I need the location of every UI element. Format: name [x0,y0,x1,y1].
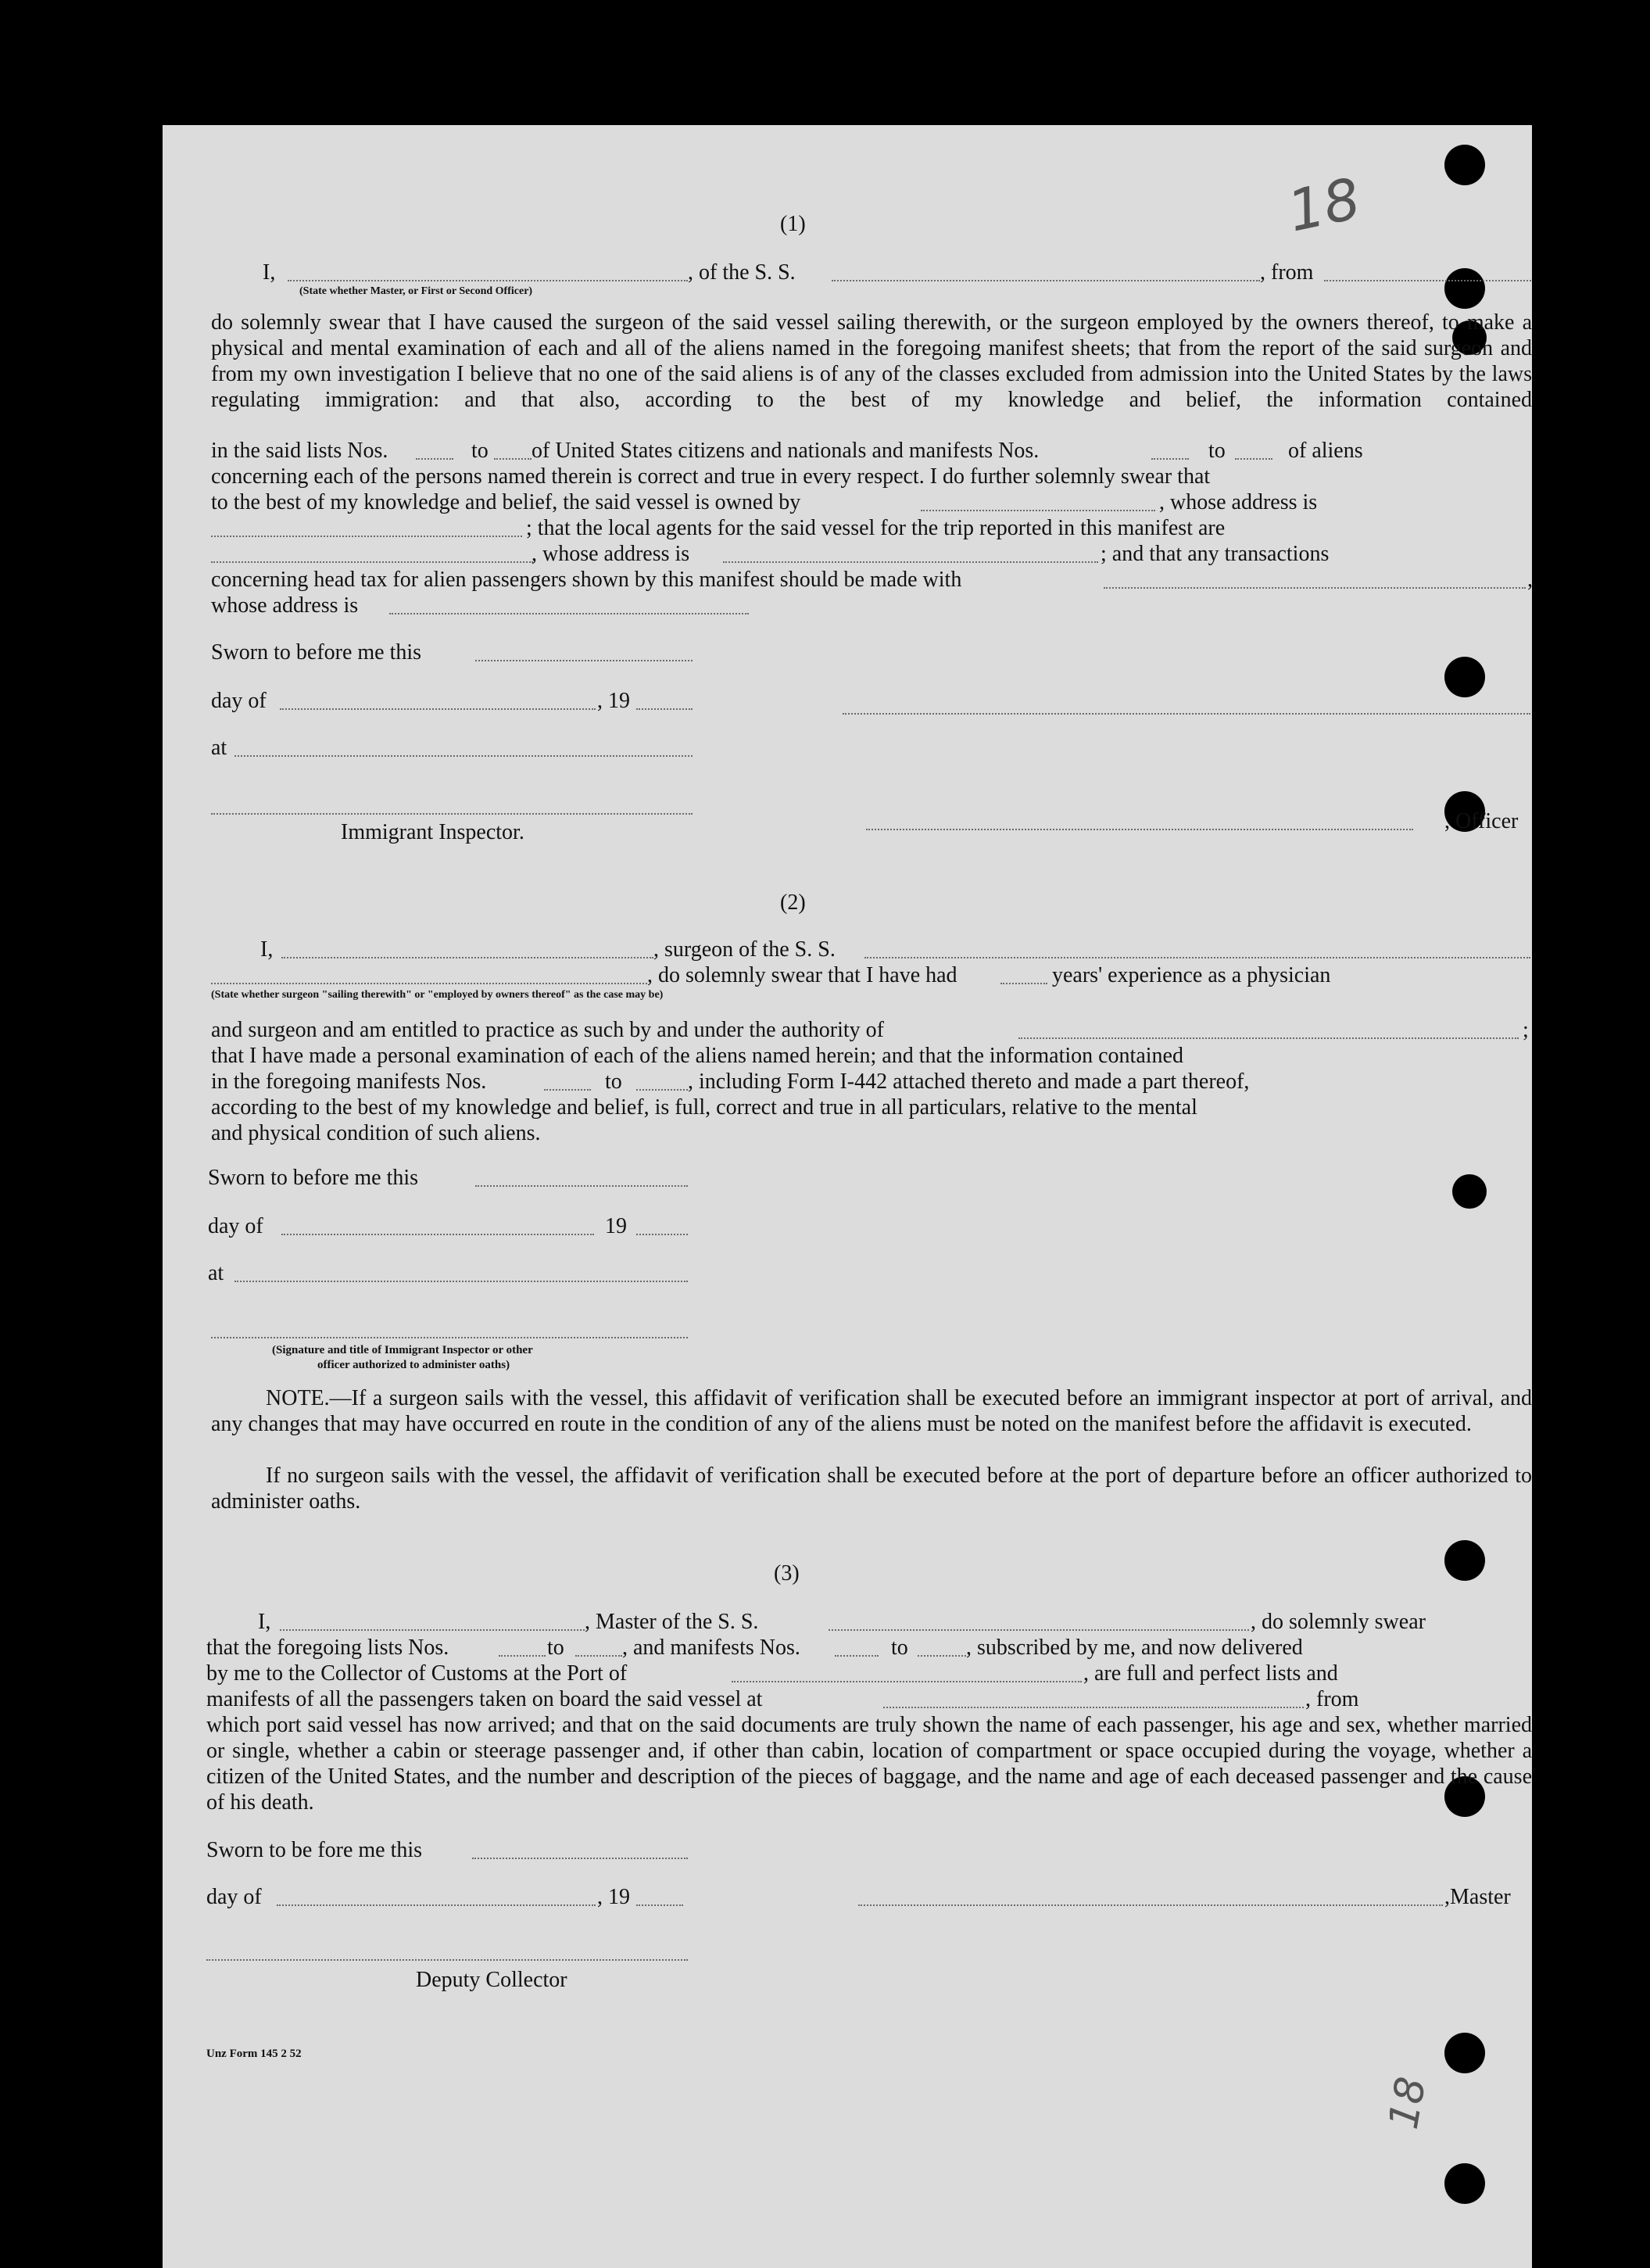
manifests-label-3: , and manifests Nos. [622,1636,800,1660]
surgeon-caption: (State whether surgeon "sailing therewith" or "employed by owners thereof" as the case may be) [211,989,664,1001]
sworn-label-2: Sworn to before me this [208,1166,419,1190]
examination-line: that I have made a personal examination of each of the aliens named herein; and that the information contained [211,1044,1183,1068]
day-field[interactable] [280,708,596,710]
manifests-to-field[interactable] [1235,458,1272,460]
section-3-body: which port said vessel has now arrived; and that on the said documents are truly shown the name of each passenger, his age and sex, whether married or single, whether a cabin or steerage passenger and, if other than cabin, location of compartment or space occupied during the voyage, whether a citizen of the United States, and the number and description of the pieces of baggage, and the name and age of each deceased passenger and the cause of his death. [206,1713,1532,1815]
at-label-2: at [208,1261,224,1285]
inspector-signature-field-2[interactable] [211,1337,688,1338]
lists-to-field-3[interactable] [575,1655,622,1657]
owner-address-field[interactable] [211,536,522,537]
note-paragraph-2: If no surgeon sails with the vessel, the affidavit of verification shall be executed before at the port of departure before an officer authorized to administer oaths. [211,1464,1532,1514]
signature-caption-1: (Signature and title of Immigrant Inspector or other [272,1344,533,1356]
sworn-field-3[interactable] [472,1858,688,1859]
day-of-label: day of [211,689,267,713]
surgeon-status-field[interactable] [211,983,647,984]
from-port-field[interactable] [1324,280,1531,281]
year-label: , 19 [597,689,630,713]
year-field-2[interactable] [636,1234,688,1235]
local-agents-field[interactable] [211,561,533,563]
taken-on-board-label: manifests of all the passengers taken on board the said vessel at [206,1687,763,1711]
manifests-to-field[interactable] [636,1089,688,1091]
manifests-from-field[interactable] [544,1089,591,1091]
year-field[interactable] [636,708,693,710]
master-label: ,Master [1444,1885,1511,1909]
master-signature-field[interactable] [858,1904,1443,1906]
agent-address-field[interactable] [723,561,1098,563]
section-1-body: do solemnly swear that I have caused the surgeon of the said vessel sailing therewith, or the surgeon employed by the owners thereof, to make a physical and mental examination of each and all of the aliens named in the foregoing manifest sheets; that from the report of the said surgeon and from my own investigation I believe that no one of the said aliens is of any of the classes excluded from admission into the United States by the laws regulating immigration: and that also, according to the best of my knowledge and belief, the information contained [211,310,1532,412]
master-swear-label: , do solemnly swear [1251,1610,1426,1634]
form-page [163,125,1532,2268]
master-i-label: I, [258,1610,271,1634]
manifests-to-label: to [1208,439,1226,463]
sworn-label-3: Sworn to be fore me this [206,1838,423,1862]
at-label: at [211,736,227,760]
immigrant-inspector-label: Immigrant Inspector. [341,820,524,844]
embark-port-field[interactable] [883,1707,1304,1708]
from-label-3: , from [1305,1687,1359,1711]
lists-to-label: to [471,439,489,463]
at-field-2[interactable] [234,1281,688,1282]
officer-caption: (State whether Master, or First or Second Officer) [299,285,533,297]
of-aliens-label: of aliens [1288,439,1363,463]
form-i442-label: , including Form I-442 attached thereto and made a part thereof, [688,1070,1250,1094]
note-paragraph-1: NOTE.—If a surgeon sails with the vessel, this affidavit of verification shall be executed before an immigrant inspector at port of arrival, and any changes that may have occurred en route in the condition of any of the aliens must be noted on the manifest before the affidavit is executed. [211,1386,1532,1436]
head-tax-comma: , [1527,568,1533,592]
at-field[interactable] [234,755,693,757]
handwritten-number-top: 18 [1282,165,1366,245]
surgeon-i-label: I, [260,937,274,962]
binder-hole [1444,2163,1485,2204]
deputy-signature-field[interactable] [206,1959,688,1961]
agent-address-label: , whose address is [532,542,690,566]
sworn-label: Sworn to before me this [211,640,422,665]
collector-label: by me to the Collector of Customs at the Port of [206,1661,628,1686]
binder-hole [1444,145,1485,185]
perfect-lists-label: , are full and perfect lists and [1083,1661,1338,1686]
deputy-collector-label: Deputy Collector [416,1968,567,1992]
year-label-3: , 19 [597,1885,630,1909]
condition-line: and physical condition of such aliens. [211,1121,541,1145]
surgeon-swear-label: , do solemnly swear that I have had [647,963,957,987]
lists-label: in the said lists Nos. [211,439,388,463]
surgeon-vessel-field[interactable] [864,957,1530,958]
binder-hole [1444,2033,1485,2073]
foregoing-lists-label: that the foregoing lists Nos. [206,1636,449,1660]
master-vessel-field[interactable] [829,1629,1249,1631]
section-2-number: (2) [780,890,806,915]
manifests-to-field-3[interactable] [918,1655,966,1657]
binder-hole [1444,657,1485,697]
whose-address-label: whose address is [211,593,359,618]
manifests-to-label: to [605,1070,622,1094]
transactions-label: ; and that any transactions [1101,542,1330,566]
binder-hole [1444,268,1485,309]
years-experience-field[interactable] [1000,983,1047,984]
local-agents-label: ; that the local agents for the said vessel for the trip reported in this manifest are [526,516,1226,540]
owned-by-label: to the best of my knowledge and belief, the said vessel is owned by [211,490,801,514]
owner-field[interactable] [921,510,1155,511]
authority-semicolon: ; [1523,1018,1529,1042]
master-name-field[interactable] [280,1629,585,1631]
belief-line: according to the best of my knowledge and belief, is full, correct and true in all particulars, relative to the mental [211,1095,1197,1120]
binder-hole [1452,1174,1487,1209]
from-label: , from [1260,260,1314,285]
master-of-ss-label: , Master of the S. S. [585,1610,759,1634]
day-field-3[interactable] [277,1904,596,1906]
lists-to-field[interactable] [494,458,532,460]
manifests-to-label-3: to [891,1636,908,1660]
years-experience-label: years' experience as a physician [1052,963,1331,987]
vessel-name-field[interactable] [832,280,1260,281]
authority-field[interactable] [1018,1037,1519,1039]
manifests-label: in the foregoing manifests Nos. [211,1070,487,1094]
signature-caption-2: officer authorized to administer oaths) [317,1359,510,1371]
head-tax-field[interactable] [1104,587,1526,589]
sworn-field[interactable] [475,660,693,661]
binder-hole [1444,1540,1485,1581]
form-number: Unz Form 145 2 52 [206,2048,302,2060]
section-3-number: (3) [774,1561,800,1585]
citizens-label: of United States citizens and nationals and manifests Nos. [532,439,1040,463]
officer-name-field[interactable] [288,280,688,281]
day-of-label-3: day of [206,1885,262,1909]
lists-to-label-3: to [547,1636,564,1660]
section-1-number: (1) [780,212,806,236]
concerning-line: concerning each of the persons named therein is correct and true in every respect. I do further solemnly swear that [211,464,1211,489]
day-of-label-2: day of [208,1214,263,1238]
day-field-2[interactable] [281,1234,594,1235]
officer-label: , Officer [1444,809,1519,833]
owner-address-label: , whose address is [1159,490,1318,514]
surgeon-of-ss-label: , surgeon of the S. S. [653,937,836,962]
manifests-from-field[interactable] [1151,458,1189,460]
manifests-from-field-3[interactable] [835,1655,879,1657]
head-tax-address-field[interactable] [389,613,749,614]
head-tax-label: concerning head tax for alien passengers shown by this manifest should be made with [211,568,962,592]
surgeon-name-field[interactable] [281,957,653,958]
year-field-3[interactable] [636,1904,683,1906]
subscribed-label: , subscribed by me, and now delivered [966,1636,1303,1660]
officer-signature-top-field[interactable] [843,713,1530,715]
year-label-2: 19 [605,1214,627,1238]
inspector-signature-field[interactable] [211,813,693,815]
authority-label: and surgeon and am entitled to practice as such by and under the authority of [211,1018,884,1042]
sworn-field-2[interactable] [475,1185,688,1187]
of-ss-label: , of the S. S. [688,260,796,285]
lists-from-field[interactable] [416,458,453,460]
port-field[interactable] [732,1681,1082,1682]
officer-i-label: I, [263,260,276,285]
lists-from-field-3[interactable] [499,1655,546,1657]
officer-signature-field[interactable] [866,829,1413,830]
handwritten-number-bottom: 18 [1380,2073,1436,2133]
